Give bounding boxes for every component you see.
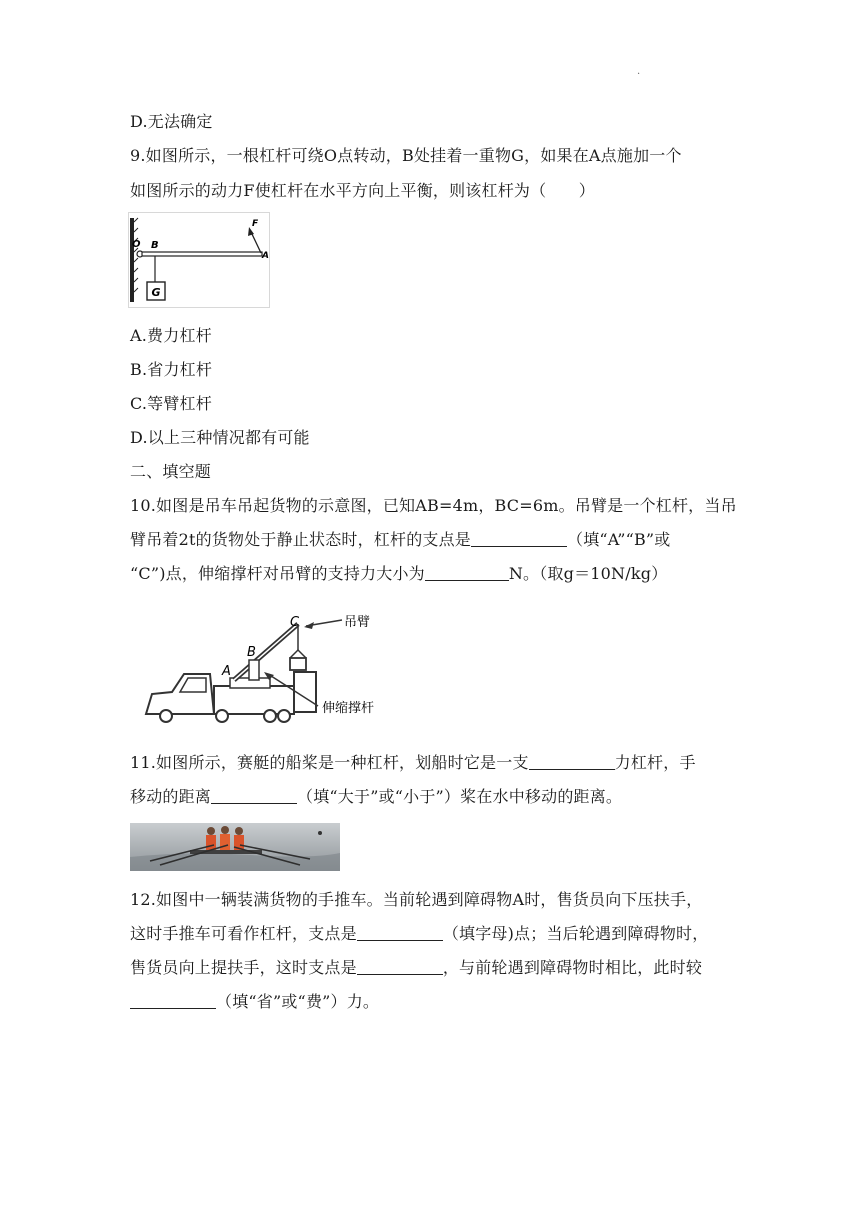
q10-blank-2[interactable] xyxy=(425,564,509,581)
q12-text-line3: 售货员向上提扶手，这时支点是 ，与前轮遇到障碍物时相比，此时较 xyxy=(130,958,703,977)
q12-blank-1[interactable] xyxy=(357,924,443,941)
q9-text-line2: 如图所示的动力F使杠杆在水平方向上平衡，则该杠杆为（ ） xyxy=(130,181,595,200)
q9-text-line1: 9.如图所示，一根杠杆可绕O点转动，B处挂着一重物G，如果在A点施加一个 xyxy=(130,146,682,165)
page-mark: . xyxy=(637,66,641,77)
q9-option-b: B.省力杠杆 xyxy=(130,360,213,379)
lever-figure xyxy=(128,212,270,308)
label-f: F xyxy=(252,219,259,229)
label-c: C xyxy=(290,615,300,630)
rowing-photo xyxy=(130,823,340,871)
label-b: B xyxy=(151,240,159,251)
q12-text-line4: （填“省”或“费”）力。 xyxy=(130,991,379,1013)
q12-text-line2: 这时手推车可看作杠杆，支点是 （填字母)点；当后轮遇到障碍物时， xyxy=(130,924,709,943)
q10-text-line3: “C”)点，伸缩撑杆对吊臂的支持力大小为 N。（取g＝10N/kg） xyxy=(130,564,668,583)
label-arm: 吊臂 xyxy=(344,615,371,630)
q12-blank-2[interactable] xyxy=(357,958,443,975)
lever-bar xyxy=(142,252,262,256)
crane-figure xyxy=(130,602,420,734)
wheel-front xyxy=(160,710,172,722)
section-title: 二、填空题 xyxy=(130,462,212,481)
q9-option-c: C.等臂杠杆 xyxy=(130,394,212,413)
q9-option-a: A.费力杠杆 xyxy=(130,326,212,345)
label-strut: 伸缩撑杆 xyxy=(322,701,375,716)
label-a: A xyxy=(262,251,269,261)
q8-option-d: D.无法确定 xyxy=(130,112,213,131)
q11-blank-2[interactable] xyxy=(211,787,297,804)
rowers xyxy=(206,826,244,851)
label-o: O xyxy=(132,239,141,250)
q11-text-line2: 移动的距离 （填“大于”或“小于”）桨在水中移动的距离。 xyxy=(130,787,623,806)
wheel-rear-1 xyxy=(264,710,276,722)
q9-option-d: D.以上三种情况都有可能 xyxy=(130,428,310,447)
q10-text-line2: 臂吊着2t的货物处于静止状态时，杠杆的支点是 （填“A”“B”或 xyxy=(130,530,671,549)
q12-text-line1: 12.如图中一辆装满货物的手推车。当前轮遇到障碍物A时，售货员向下压扶手， xyxy=(130,890,703,909)
label-b: B xyxy=(247,645,256,660)
q10-blank-1[interactable] xyxy=(471,530,567,547)
q11-blank-1[interactable] xyxy=(529,753,615,770)
wheel-rear-2 xyxy=(278,710,290,722)
label-a: A xyxy=(222,664,231,679)
q12-blank-3[interactable] xyxy=(130,992,216,1009)
strut xyxy=(249,660,259,680)
label-g: G xyxy=(151,286,161,299)
cargo xyxy=(290,658,306,670)
wheel-mid xyxy=(216,710,228,722)
q11-text-line1: 11.如图所示，赛艇的船桨是一种杠杆，划船时它是一支 力杠杆，手 xyxy=(130,753,696,772)
q10-text-line1: 10.如图是吊车吊起货物的示意图，已知AB=4m，BC=6m。吊臂是一个杠杆，当吊 xyxy=(130,496,737,515)
wall xyxy=(130,218,134,302)
